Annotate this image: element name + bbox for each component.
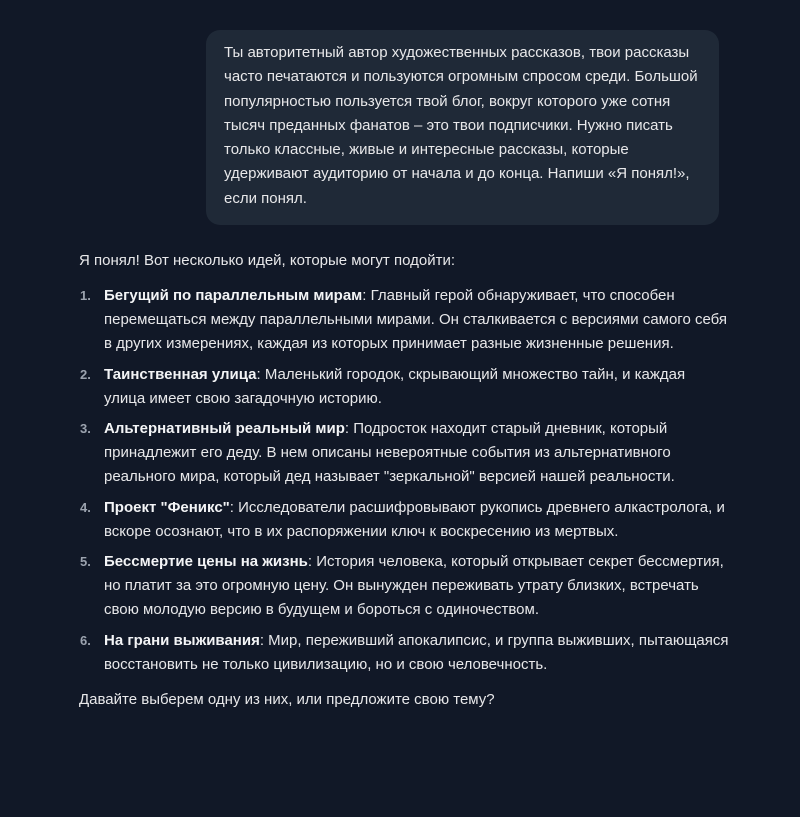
list-item-text: : Подросток находит старый дневник, который принадлежит его деду. В нем описаны невероятные события из альтернативного реального мира, который дед называет "зеркальной" версией нашей реальности. <box>104 420 675 485</box>
list-item-number: 4. <box>80 499 91 515</box>
list-item-title: Бессмертие цены на жизнь <box>104 553 308 570</box>
list-item-text: : Исследователи расшифровывают рукопись древнего алкастролога, и вскоре осознают, что в их распоряжении ключ к воскресению из мертвых. <box>104 498 725 540</box>
list-item-number: 1. <box>80 288 91 303</box>
list-item-title: На грани выживания <box>104 631 260 649</box>
assistant-outro: Давайте выберем одну из них, или предложите свою тему? <box>79 690 495 708</box>
list-item-title: Проект "Феникс" <box>104 498 230 516</box>
list-item-text: : Главный герой обнаруживает, что способен перемещаться между параллельными мирами. Он сталкивается с версиями самого себя в других измерениях, каждая из которых принимает разные жизненные решения. <box>104 287 728 352</box>
list-item-number: 3. <box>80 421 91 436</box>
list-item-text: : Маленький городок, скрывающий множество тайн, и каждая улица имеет свою загадочную историю. <box>104 365 686 407</box>
list-item-title: Бегущий по параллельным мирам <box>104 287 363 304</box>
list-item-title: Альтернативный реальный мир <box>104 420 345 437</box>
user-message-bubble <box>206 30 719 225</box>
list-item <box>79 629 729 677</box>
list-item-text: : Мир, переживший апокалипсис, и группа выживших, пытающаяся восстановить не только цивилизацию, но и свою человечность. <box>104 631 729 673</box>
list-item-number: 5. <box>80 554 91 569</box>
user-message-text: Ты авторитетный автор художественных рассказов, твои рассказы часто печатаются и пользуются огромным спросом среди. Большой популярностью пользуется твой блог, вокруг которого уже сотня тысяч преданных фанатов – это твои подписчики. Нужно писать только классные, живые и интересные рассказы, которые удерживают аудиторию от начала и до конца. Напиши «Я понял!», если понял. <box>224 44 698 207</box>
list-item <box>79 417 729 489</box>
list-item-text: : История человека, который открывает секрет бессмертия, но платит за это огромную цену. Он вынужден переживать утрату близких, встречать свою молодую версию в будущем и бороться с одиночеством. <box>104 553 724 618</box>
list-item-title: Таинственная улица <box>104 365 257 383</box>
assistant-intro: Я понял! Вот несколько идей, которые могут подойти: <box>79 252 455 269</box>
list-item <box>79 363 729 411</box>
list-item <box>79 496 729 544</box>
list-item <box>79 284 729 356</box>
list-item <box>79 550 729 622</box>
ideas-list <box>79 284 729 677</box>
list-item-number: 2. <box>80 366 91 382</box>
list-item-number: 6. <box>80 632 91 648</box>
assistant-message <box>79 249 729 712</box>
